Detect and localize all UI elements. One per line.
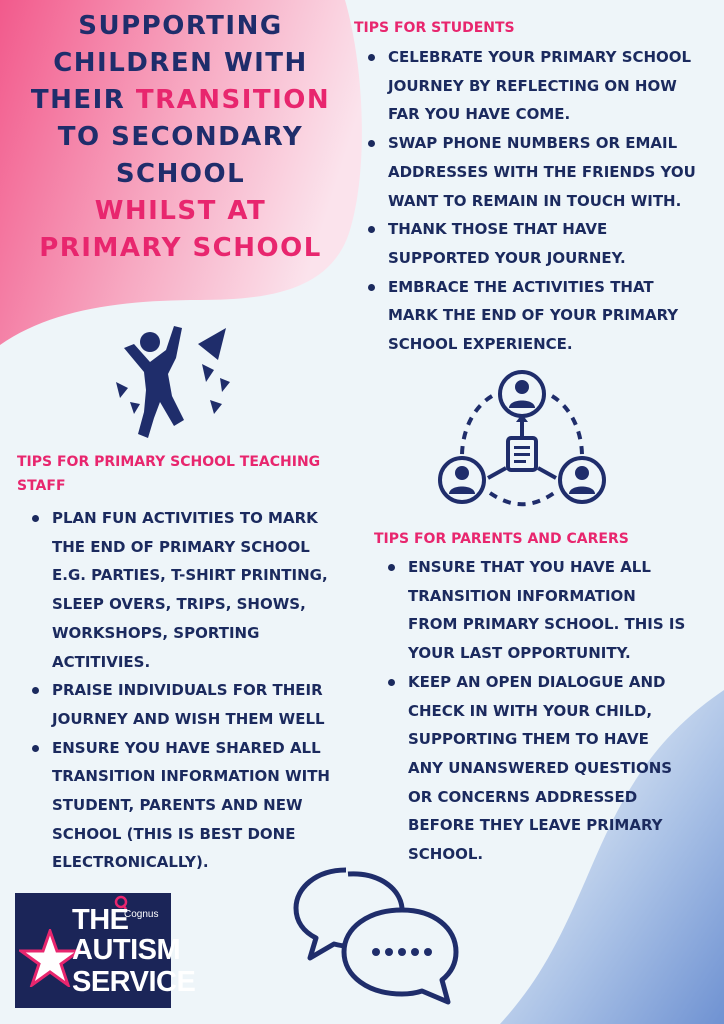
- list-item: SWAP PHONE NUMBERS OR EMAIL ADDRESSES WITH THE FRIENDS YOU WANT TO REMAIN IN TOUCH WITH.: [366, 129, 706, 215]
- students-heading: TIPS FOR STUDENTS: [354, 20, 515, 36]
- parents-tips-list: [386, 553, 686, 869]
- title-line-5: SCHOOL: [115, 159, 246, 189]
- celebrating-person-icon: [110, 320, 240, 445]
- speech-bubbles-icon: [288, 860, 463, 1005]
- list-item: CELEBRATE YOUR PRIMARY SCHOOL JOURNEY BY REFLECTING ON HOW FAR YOU HAVE COME.: [366, 43, 706, 129]
- list-item: ENSURE YOU HAVE SHARED ALL TRANSITION INFORMATION WITH STUDENT, PARENTS AND NEW SCHOOL (THIS IS BEST DONE ELECTRONICALLY).: [30, 734, 348, 878]
- title-line-7: PRIMARY SCHOOL: [39, 233, 322, 263]
- students-tips-list: [366, 43, 706, 359]
- autism-service-logo: [15, 893, 196, 1008]
- page-title: [8, 8, 353, 267]
- list-item: KEEP AN OPEN DIALOGUE AND CHECK IN WITH YOUR CHILD, SUPPORTING THEM TO HAVE ANY UNANSWERED QUESTIONS OR CONCERNS ADDRESSED BEFORE THEY LEAVE PRIMARY SCHOOL.: [386, 668, 686, 869]
- people-network-icon: [432, 368, 612, 513]
- title-highlight: TRANSITION: [135, 85, 331, 115]
- title-line-6: WHILST AT: [94, 196, 267, 226]
- list-item: PRAISE INDIVIDUALS FOR THEIR JOURNEY AND WISH THEM WELL: [30, 676, 348, 733]
- staff-tips-list: [30, 504, 348, 877]
- title-line-3-prefix: THEIR: [30, 85, 136, 115]
- staff-heading: TIPS FOR PRIMARY SCHOOL TEACHING STAFF: [17, 454, 321, 494]
- title-line-1: SUPPORTING: [78, 11, 283, 41]
- title-line-2: CHILDREN WITH: [53, 48, 308, 78]
- list-item: EMBRACE THE ACTIVITIES THAT MARK THE END OF YOUR PRIMARY SCHOOL EXPERIENCE.: [366, 273, 706, 359]
- logo-line-3: SERVICE: [72, 966, 196, 998]
- list-item: PLAN FUN ACTIVITIES TO MARK THE END OF PRIMARY SCHOOL E.G. PARTIES, T-SHIRT PRINTING, SLEEP OVERS, TRIPS, SHOWS, WORKSHOPS, SPORTING ACTITIVIES.: [30, 504, 348, 676]
- title-line-4: TO SECONDARY: [57, 122, 304, 152]
- list-item: THANK THOSE THAT HAVE SUPPORTED YOUR JOURNEY.: [366, 215, 706, 272]
- logo-line-1: THE: [72, 904, 129, 936]
- parents-heading: TIPS FOR PARENTS AND CARERS: [374, 531, 629, 547]
- logo-brand: Cognus: [124, 909, 159, 920]
- logo-line-2: AUTISM: [72, 934, 181, 966]
- list-item: ENSURE THAT YOU HAVE ALL TRANSITION INFORMATION FROM PRIMARY SCHOOL. THIS IS YOUR LAST OPPORTUNITY.: [386, 553, 686, 668]
